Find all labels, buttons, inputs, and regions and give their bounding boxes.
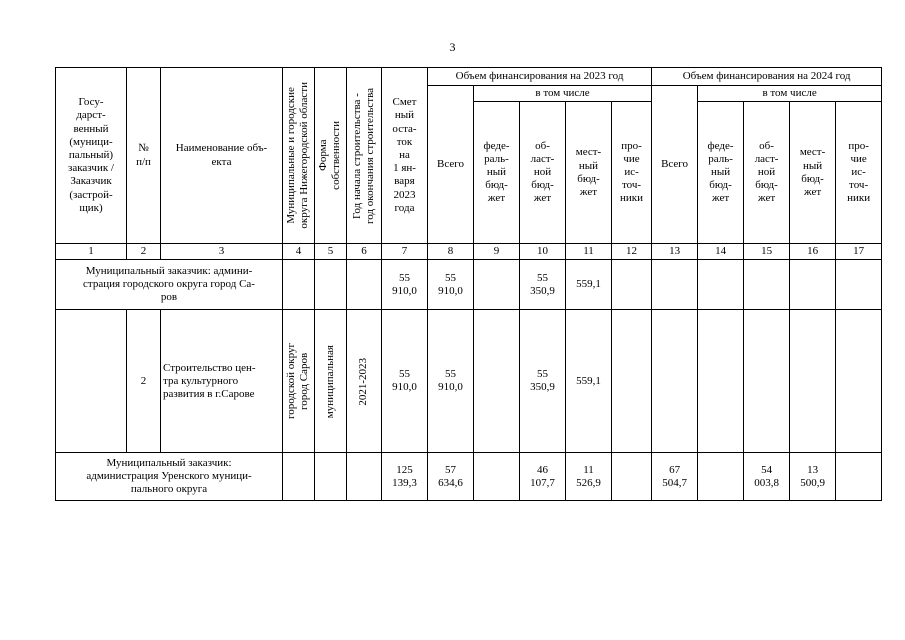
header-incl-2023: в том числе: [474, 86, 652, 102]
table-row-sarov-customer: [56, 260, 882, 310]
customer-label: Муниципальный заказчик: администрация Уренского муници- пального округа: [56, 453, 283, 501]
header-customer: Госу- дарст- венный (муници- пальный) заказчик / Заказчик (застрой- щик): [56, 68, 127, 244]
object-ownership: муниципальная: [315, 310, 347, 453]
col-number: 3: [161, 244, 283, 260]
col-number: 16: [790, 244, 836, 260]
local-2023-value: 559,1: [566, 260, 612, 310]
header-fin-2024: Объем финансирования на 2024 год: [652, 68, 882, 86]
object-municipality: городской округ город Саров: [283, 310, 315, 453]
col-number: 1: [56, 244, 127, 260]
col-number: 5: [315, 244, 347, 260]
col-number: 13: [652, 244, 698, 260]
regional-2024-value: 54 003,8: [744, 453, 790, 501]
header-municipality: Муниципальные и городские округа Нижегородской области: [283, 68, 315, 244]
col-number: 4: [283, 244, 315, 260]
object-number: 2: [127, 310, 161, 453]
header-object-name: Наименование объ- екта: [161, 68, 283, 244]
local-2024-value: 13 500,9: [790, 453, 836, 501]
col-number: 10: [520, 244, 566, 260]
estimate-value: 125 139,3: [382, 453, 428, 501]
page-number: 3: [449, 40, 456, 54]
col-number: 14: [698, 244, 744, 260]
col-number: 17: [836, 244, 882, 260]
header-total-2023: Всего: [428, 86, 474, 244]
header-regional-2023: об- ласт- ной бюд- жет: [520, 102, 566, 244]
total-2023-value: 55 910,0: [428, 260, 474, 310]
header-regional-2024: об- ласт- ной бюд- жет: [744, 102, 790, 244]
local-2023-value: 559,1: [566, 310, 612, 453]
object-name: Строительство цен- тра культурного развития в г.Сарове: [161, 310, 283, 453]
customer-label: Муниципальный заказчик: админи- страция городского округа город Са- ров: [56, 260, 283, 310]
header-estimate: Смет ный оста- ток на 1 ян- варя 2023 года: [382, 68, 428, 244]
header-incl-2024: в том числе: [698, 86, 882, 102]
object-period: 2021-2023: [347, 310, 382, 453]
header-local-2024: мест- ный бюд- жет: [790, 102, 836, 244]
col-number: 8: [428, 244, 474, 260]
col-number: 9: [474, 244, 520, 260]
col-number: 7: [382, 244, 428, 260]
header-period: Год начала строительства - год окончания строительства: [347, 68, 382, 244]
regional-2023-value: 46 107,7: [520, 453, 566, 501]
financing-table: [55, 67, 882, 501]
regional-2023-value: 55 350,9: [520, 260, 566, 310]
col-number: 6: [347, 244, 382, 260]
regional-2023-value: 55 350,9: [520, 310, 566, 453]
estimate-value: 55 910,0: [382, 310, 428, 453]
header-fin-2023: Объем финансирования на 2023 год: [428, 68, 652, 86]
total-2023-value: 55 910,0: [428, 310, 474, 453]
col-number: 11: [566, 244, 612, 260]
total-2024-value: 67 504,7: [652, 453, 698, 501]
table-row-sarov-object: [56, 310, 882, 453]
header-num: № п/п: [127, 68, 161, 244]
col-number: 12: [612, 244, 652, 260]
header-federal-2023: феде- раль- ный бюд- жет: [474, 102, 520, 244]
table-row-uren-customer: [56, 453, 882, 501]
col-number: 2: [127, 244, 161, 260]
header-ownership: Форма собственности: [315, 68, 347, 244]
header-other-2024: про- чие ис- точ- ники: [836, 102, 882, 244]
local-2023-value: 11 526,9: [566, 453, 612, 501]
header-federal-2024: феде- раль- ный бюд- жет: [698, 102, 744, 244]
column-numbers-row: [56, 244, 882, 260]
header-total-2024: Всего: [652, 86, 698, 244]
header-local-2023: мест- ный бюд- жет: [566, 102, 612, 244]
header-other-2023: про- чие ис- точ- ники: [612, 102, 652, 244]
estimate-value: 55 910,0: [382, 260, 428, 310]
total-2023-value: 57 634,6: [428, 453, 474, 501]
col-number: 15: [744, 244, 790, 260]
